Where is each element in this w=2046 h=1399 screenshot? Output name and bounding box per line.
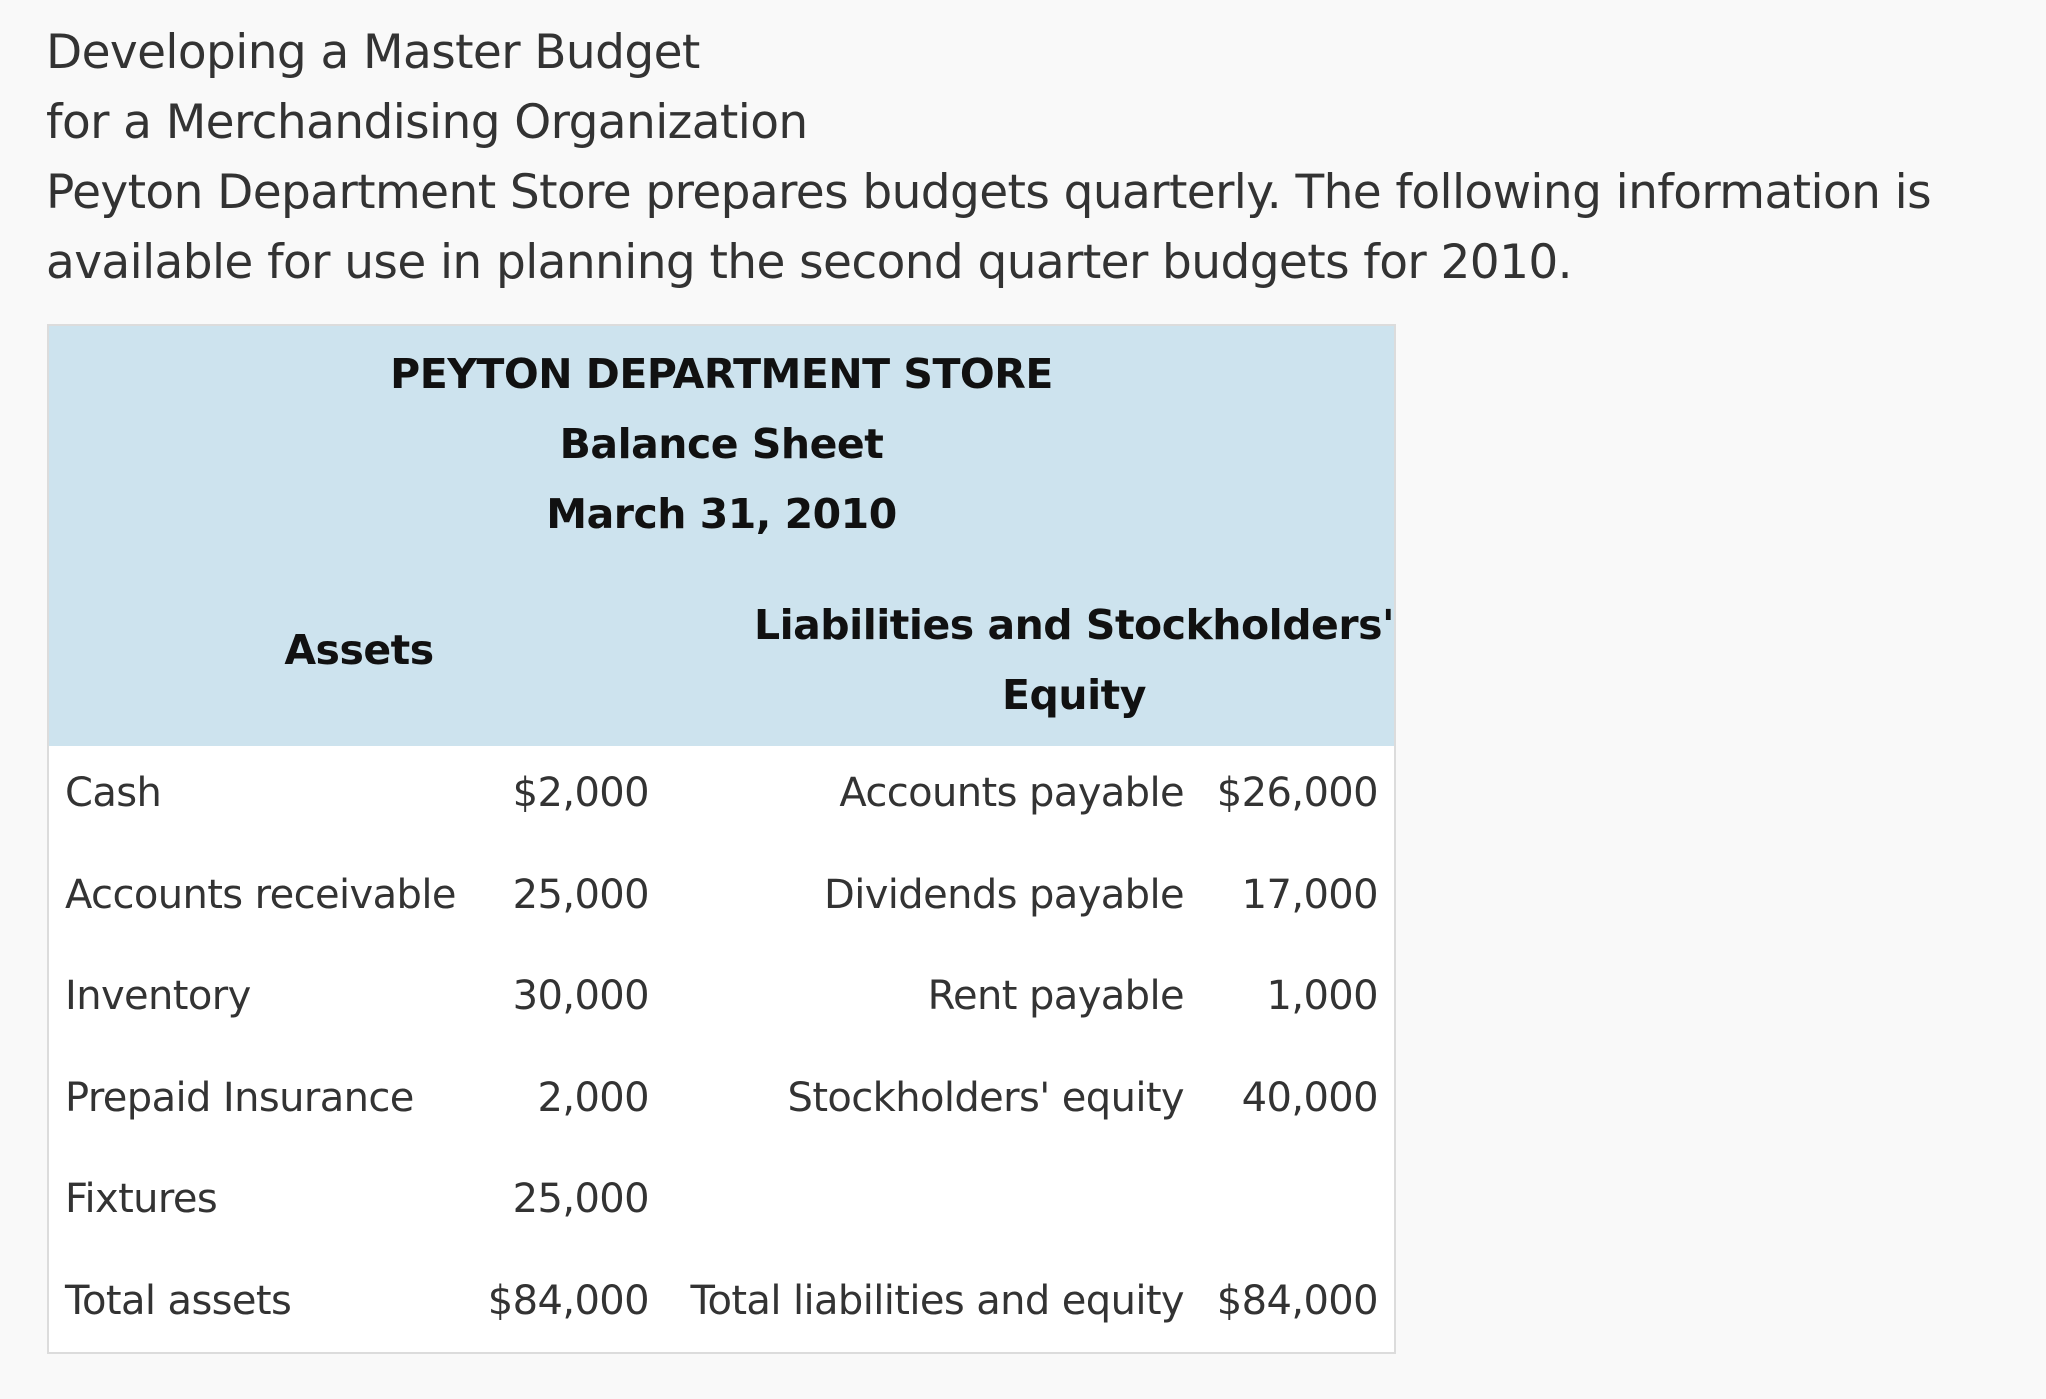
description-line-1: Peyton Department Store prepares budgets quarterly. The following information is [46,165,1931,220]
liability-label: Dividends payable [824,871,1184,918]
asset-value: 2,000 [537,1074,649,1121]
table-row [49,1152,1394,1254]
liability-value: 1,000 [1266,973,1378,1019]
balance-sheet-rows [49,746,1394,1355]
asset-value: 25,000 [512,871,649,918]
heading-line-2: for a Merchandising Organization [46,95,808,150]
asset-label: Prepaid Insurance [65,1074,414,1121]
asset-label: Cash [65,770,162,816]
table-row [49,1051,1394,1153]
statement-date: March 31, 2010 [546,490,897,538]
liabilities-header-line-1: Liabilities and Stockholders' [753,601,1395,649]
liabilities-header-line-2: Equity [1002,671,1146,719]
liability-value: 40,000 [1241,1074,1378,1121]
description-line-2: available for use in planning the second quarter budgets for 2010. [46,235,1573,290]
asset-label: Accounts receivable [65,871,456,918]
asset-value: $2,000 [512,770,649,816]
statement-title: Balance Sheet [559,420,884,468]
liability-label: Accounts payable [839,770,1184,816]
liability-value: $84,000 [1216,1277,1378,1324]
liability-label: Rent payable [927,973,1184,1019]
asset-value: 25,000 [512,1176,649,1222]
liability-label: Stockholders' equity [787,1074,1184,1121]
liabilities-column-header [729,590,1419,730]
balance-sheet-table [47,324,1396,1354]
asset-value: $84,000 [487,1277,649,1324]
heading-line-1: Developing a Master Budget [46,25,700,80]
liability-value: $26,000 [1216,770,1378,816]
asset-label: Inventory [65,973,251,1019]
table-row [49,746,1394,848]
asset-label: Fixtures [65,1176,218,1222]
assets-column-header: Assets [284,626,434,674]
liability-label: Total liabilities and equity [690,1277,1184,1324]
company-name: PEYTON DEPARTMENT STORE [390,350,1053,398]
balance-sheet-header [49,326,1394,746]
intro-text [46,18,2006,298]
liability-value: 17,000 [1241,871,1378,918]
table-row [49,949,1394,1051]
asset-label: Total assets [65,1277,292,1324]
table-row [49,848,1394,950]
asset-value: 30,000 [512,973,649,1019]
table-row-total [49,1254,1394,1356]
